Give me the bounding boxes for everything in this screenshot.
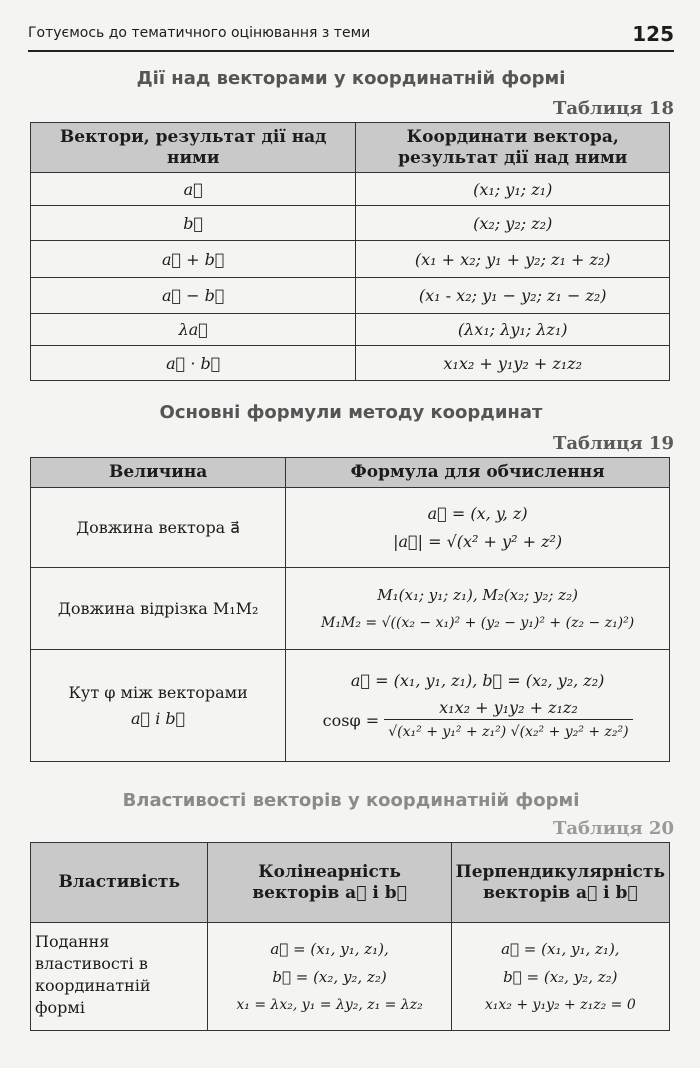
table-20-header-property: Властивість: [31, 843, 208, 923]
row-label-angle: [31, 650, 286, 762]
cosine-fraction: [384, 697, 632, 744]
formula-cell: [286, 650, 670, 762]
table-cell: (x₁ + x₂; y₁ + y₂; z₁ + z₂): [356, 241, 670, 278]
table-18-header-vectors: Вектори, результат дії над ними: [31, 123, 356, 173]
formula-line: b⃗ = (x₂, y₂, z₂): [272, 967, 387, 986]
table-cell: b⃗: [31, 206, 356, 241]
table-label-19: Таблиця 19: [552, 433, 674, 454]
formula-line: b⃗ = (x₂, y₂, z₂): [503, 967, 618, 986]
table-row: [31, 346, 670, 381]
formula-line: a⃗ = (x₁, y₁, z₁),: [270, 939, 389, 958]
table-19-header-quantity: Величина: [31, 458, 286, 488]
table-row: [31, 650, 670, 762]
formula-line: |a⃗| = √(x² + y² + z²): [393, 531, 563, 551]
table-cell: a⃗: [31, 173, 356, 206]
formula-line: M₁(x₁; y₁; z₁), M₂(x₂; y₂; z₂): [377, 585, 578, 604]
table-row: [31, 278, 670, 314]
row-label-coordinate-form: Подання властивості в координатній формі: [31, 923, 208, 1031]
table-cell: (x₁ - x₂; y₁ − y₂; z₁ − z₂): [356, 278, 670, 314]
perpendicularity-cell: [451, 923, 669, 1031]
page-number: 125: [632, 22, 674, 46]
table-cell: a⃗ − b⃗: [31, 278, 356, 314]
page-header: [28, 22, 674, 52]
formula-line: a⃗ = (x₁, y₁, z₁),: [501, 939, 620, 958]
formula-cell: [286, 488, 670, 568]
cosine-formula: [290, 697, 665, 744]
table-19: [30, 457, 670, 762]
cosine-prefix: cosφ =: [322, 711, 380, 730]
table-20-header-perpendicularity: Перпендикулярність векторів a⃗ і b⃗: [451, 843, 669, 923]
row-label-vector-length: Довжина вектора a⃗: [31, 488, 286, 568]
running-title: Готуємось до тематичного оцінювання з теми: [28, 25, 371, 41]
table-row: [31, 206, 670, 241]
formula-line: M₁M₂ = √((x₂ − x₁)² + (y₂ − y₁)² + (z₂ − z₁)²): [321, 614, 635, 631]
fraction-numerator: x₁x₂ + y₁y₂ + z₁z₂: [384, 697, 632, 720]
formula-cell: [286, 568, 670, 650]
table-row: [31, 314, 670, 346]
angle-label-line-1: Кут φ між векторами: [68, 682, 248, 702]
table-cell: λa⃗: [31, 314, 356, 346]
table-18-header-coordinates: Координати вектора, результат дії над ними: [356, 123, 670, 173]
table-row: [31, 173, 670, 206]
row-label-segment-length: Довжина відрізка M₁M₂: [31, 568, 286, 650]
table-label-20: Таблиця 20: [552, 818, 674, 839]
table-18: [30, 122, 670, 381]
section-title-coordinate-formulas: Основні формули методу координат: [159, 402, 543, 423]
formula-line: a⃗ = (x, y, z): [427, 503, 528, 523]
fraction-denominator: √(x₁² + y₁² + z₁²) √(x₂² + y₂² + z₂²): [388, 724, 629, 740]
table-row: [31, 923, 670, 1031]
section-title-vector-operations: Дії над векторами у координатній формі: [136, 68, 566, 89]
formula-line: x₁ = λx₂, y₁ = λy₂, z₁ = λz₂: [236, 996, 423, 1013]
angle-label-line-2: a⃗ і b⃗: [131, 708, 186, 728]
table-label-18: Таблиця 18: [552, 98, 674, 119]
table-cell: (x₁; y₁; z₁): [356, 173, 670, 206]
table-19-header-formula: Формула для обчислення: [286, 458, 670, 488]
formula-line: x₁x₂ + y₁y₂ + z₁z₂ = 0: [484, 996, 636, 1013]
section-title-vector-properties: Властивості векторів у координатній формі: [122, 790, 580, 811]
collinearity-cell: [208, 923, 451, 1031]
table-cell: a⃗ · b⃗: [31, 346, 356, 381]
table-20-header-collinearity: Колінеарність векторів a⃗ і b⃗: [208, 843, 451, 923]
formula-line: a⃗ = (x₁, y₁, z₁), b⃗ = (x₂, y₂, z₂): [350, 671, 605, 690]
table-row: [31, 488, 670, 568]
table-cell: a⃗ + b⃗: [31, 241, 356, 278]
table-cell: (λx₁; λy₁; λz₁): [356, 314, 670, 346]
table-row: [31, 241, 670, 278]
table-row: [31, 568, 670, 650]
table-cell: (x₂; y₂; z₂): [356, 206, 670, 241]
table-20: [30, 842, 670, 1031]
table-cell: x₁x₂ + y₁y₂ + z₁z₂: [356, 346, 670, 381]
